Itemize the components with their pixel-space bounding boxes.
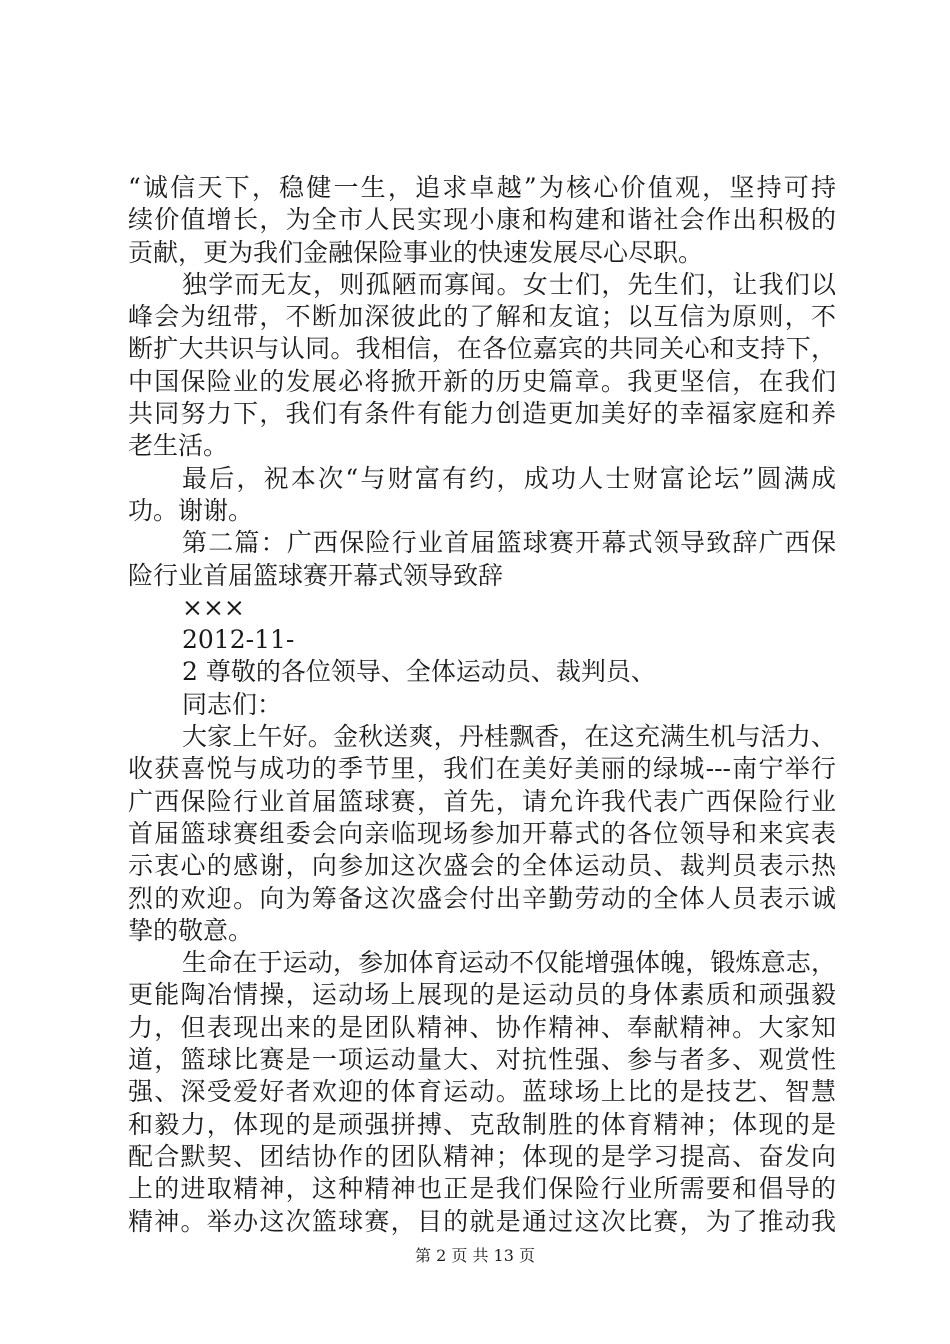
text-line: 广西保险行业首届篮球赛，首先，请允许我代表广西保险行业 (128, 786, 836, 816)
text-line: 和毅力，体现的是顽强拼搏、克敌制胜的体育精神；体现的是 (128, 1109, 836, 1139)
text-line: 中国保险业的发展必将掀开新的历史篇章。我更坚信，在我们 (128, 366, 836, 396)
text-line: 上的进取精神，这种精神也正是我们保险行业所需要和倡导的 (128, 1174, 836, 1204)
text-line: 2012-11- (182, 625, 295, 655)
text-line: 老生活。 (128, 431, 229, 461)
text-line: 首届篮球赛组委会向亲临现场参加开幕式的各位领导和来宾表 (128, 818, 836, 848)
text-line: 独学而无友，则孤陋而寡闻。女士们，先生们，让我们以 (182, 269, 836, 299)
text-line: 更能陶冶情操，运动场上展现的是运动员的身体素质和顽强毅 (128, 980, 836, 1010)
text-line: ××× (182, 592, 245, 622)
text-line: 最后，祝本次“与财富有约，成功人士财富论坛”圆满成 (182, 463, 836, 493)
text-line: 功。谢谢。 (128, 495, 254, 525)
text-line: 断扩大共识与认同。我相信，在各位嘉宾的共同关心和支持下， (128, 334, 836, 364)
text-line: 2 尊敬的各位领导、全体运动员、裁判员、 (182, 657, 656, 687)
text-line: 共同努力下，我们有条件有能力创造更加美好的幸福家庭和养 (128, 399, 836, 429)
text-line: 挚的敬意。 (128, 915, 254, 945)
text-line: 精神。举办这次篮球赛，目的就是通过这次比赛，为了推动我 (128, 1206, 836, 1236)
text-line: 险行业首届篮球赛开幕式领导致辞 (128, 560, 504, 590)
text-line: 大家上午好。金秋送爽，丹桂飘香，在这充满生机与活力、 (182, 722, 836, 752)
text-line: 力，但表现出来的是团队精神、协作精神、奉献精神。大家知 (128, 1012, 836, 1042)
text-line: 同志们： (182, 689, 283, 719)
page-footer: 第 2 页 共 13 页 (415, 1246, 535, 1265)
text-line: 生命在于运动，参加体育运动不仅能增强体魄，锻炼意志， (182, 948, 836, 978)
text-line: 第二篇：广西保险行业首届篮球赛开幕式领导致辞广西保 (182, 528, 836, 558)
document-body (128, 172, 836, 1238)
text-line: “诚信天下，稳健一生，追求卓越”为核心价值观，坚持可持 (128, 173, 836, 202)
text-line: 烈的欢迎。向为筹备这次盛会付出辛勤劳动的全体人员表示诚 (128, 883, 836, 913)
text-line: 示衷心的感谢，向参加这次盛会的全体运动员、裁判员表示热 (128, 851, 836, 881)
text-line: 峰会为纽带，不断加深彼此的了解和友谊；以互信为原则，不 (128, 302, 836, 332)
text-line: 续价值增长，为全市人民实现小康和构建和谐社会作出积极的 (128, 205, 836, 235)
text-line: 道，篮球比赛是一项运动量大、对抗性强、参与者多、观赏性 (128, 1045, 836, 1075)
text-line: 配合默契、团结协作的团队精神；体现的是学习提高、奋发向 (128, 1141, 836, 1171)
text-line: 贡献，更为我们金融保险事业的快速发展尽心尽职。 (128, 237, 704, 267)
text-line: 强、深受爱好者欢迎的体育运动。蓝球场上比的是技艺、智慧 (128, 1077, 836, 1107)
text-line: 收获喜悦与成功的季节里，我们在美好美丽的绿城---南宁举行 (128, 754, 836, 784)
